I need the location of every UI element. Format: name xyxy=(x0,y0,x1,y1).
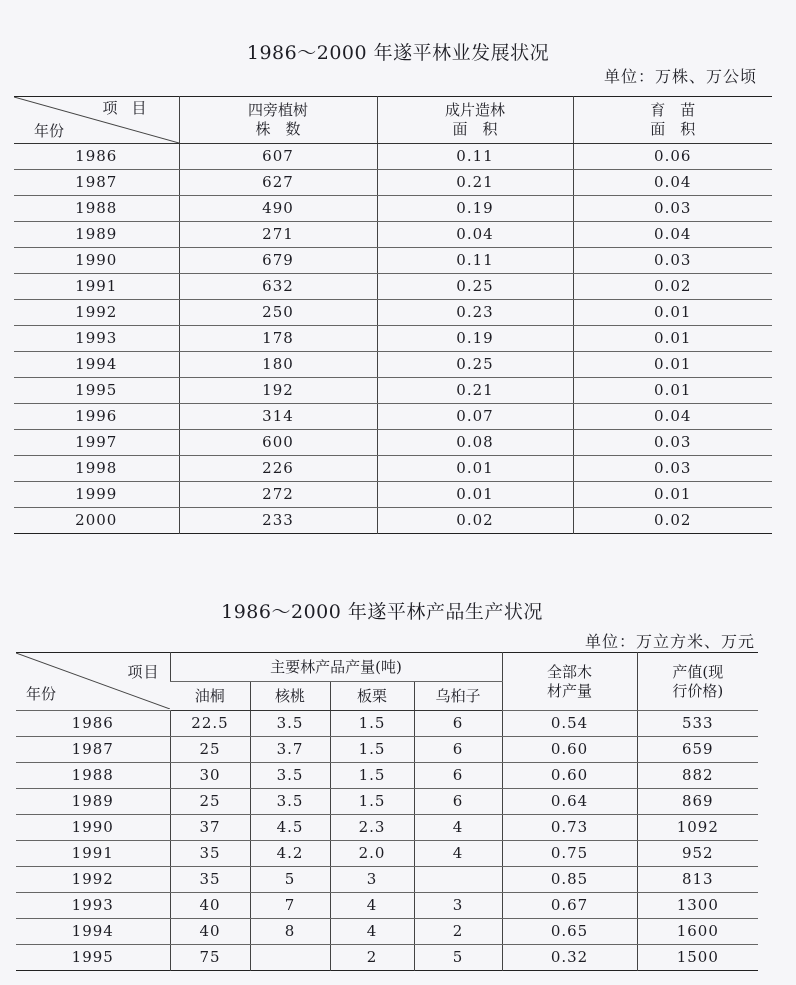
chestnut-cell: 1.5 xyxy=(330,737,414,763)
year-cell: 1991 xyxy=(16,841,170,867)
tallow-seed-cell xyxy=(414,867,502,893)
roadside-trees-cell: 178 xyxy=(179,326,377,352)
tung-oil-cell: 25 xyxy=(170,789,250,815)
table-row xyxy=(14,248,772,274)
chestnut-cell: 2.3 xyxy=(330,815,414,841)
header-walnut: 核桃 xyxy=(250,682,330,711)
table-row xyxy=(14,378,772,404)
roadside-trees-cell: 632 xyxy=(179,274,377,300)
walnut-cell: 3.5 xyxy=(250,711,330,737)
year-cell: 1997 xyxy=(14,430,179,456)
nursery-area-cell: 0.04 xyxy=(573,404,772,430)
afforestation-area-cell: 0.23 xyxy=(377,300,573,326)
year-cell: 1989 xyxy=(16,789,170,815)
walnut-cell: 4.5 xyxy=(250,815,330,841)
chestnut-cell: 4 xyxy=(330,893,414,919)
afforestation-area-cell: 0.19 xyxy=(377,326,573,352)
afforestation-area-cell: 0.01 xyxy=(377,482,573,508)
tung-oil-cell: 75 xyxy=(170,945,250,971)
output-value-cell: 813 xyxy=(637,867,758,893)
table-row xyxy=(14,222,772,248)
year-cell: 1994 xyxy=(14,352,179,378)
header-timber-output: 全部木 材产量 xyxy=(502,653,637,711)
nursery-area-cell: 0.04 xyxy=(573,170,772,196)
year-cell: 1996 xyxy=(14,404,179,430)
corner-year-label: 年份 xyxy=(26,685,57,703)
roadside-trees-cell: 192 xyxy=(179,378,377,404)
afforestation-area-cell: 0.21 xyxy=(377,170,573,196)
chestnut-cell: 3 xyxy=(330,867,414,893)
table2-header-row-1 xyxy=(16,653,758,682)
table-row xyxy=(16,763,758,789)
afforestation-area-cell: 0.02 xyxy=(377,508,573,534)
header-chestnut: 板栗 xyxy=(330,682,414,711)
corner-item-label: 项目 xyxy=(102,99,161,117)
tallow-seed-cell: 6 xyxy=(414,737,502,763)
nursery-area-cell: 0.03 xyxy=(573,196,772,222)
forest-products-table xyxy=(16,652,758,971)
year-cell: 2000 xyxy=(75,511,118,529)
output-value-cell: 869 xyxy=(637,789,758,815)
nursery-area-cell: 0.02 xyxy=(573,508,772,534)
year-cell: 1995 xyxy=(14,378,179,404)
table2-corner-cell xyxy=(16,653,170,711)
timber-output-cell: 0.60 xyxy=(502,763,637,789)
table-row xyxy=(14,144,772,170)
table-row xyxy=(14,274,772,300)
nursery-area-cell: 0.06 xyxy=(573,144,772,170)
timber-output-cell: 0.65 xyxy=(502,919,637,945)
tallow-seed-cell: 4 xyxy=(414,841,502,867)
table-row xyxy=(14,300,772,326)
walnut-cell xyxy=(250,945,330,971)
header-tallow-seed: 乌桕子 xyxy=(414,682,502,711)
roadside-trees-cell: 607 xyxy=(179,144,377,170)
roadside-trees-cell: 271 xyxy=(179,222,377,248)
tallow-seed-cell: 6 xyxy=(414,763,502,789)
tung-oil-cell: 40 xyxy=(170,919,250,945)
tung-oil-cell: 35 xyxy=(170,841,250,867)
nursery-area-cell: 0.03 xyxy=(573,248,772,274)
tallow-seed-cell: 6 xyxy=(414,789,502,815)
nursery-area-cell: 0.01 xyxy=(573,378,772,404)
year-cell: 1993 xyxy=(16,893,170,919)
table-row xyxy=(14,326,772,352)
table1-corner-cell xyxy=(14,97,179,144)
corner-year-label: 年份 xyxy=(34,122,65,140)
timber-output-cell: 0.60 xyxy=(502,737,637,763)
roadside-trees-cell: 314 xyxy=(179,404,377,430)
roadside-trees-cell: 250 xyxy=(179,300,377,326)
year-cell: 1991 xyxy=(14,274,179,300)
output-value-cell: 1092 xyxy=(637,815,758,841)
afforestation-area-cell: 0.01 xyxy=(377,456,573,482)
table2-unit: 单位：万立方米、万元 xyxy=(585,632,756,651)
table-row xyxy=(14,508,772,534)
walnut-cell: 3.7 xyxy=(250,737,330,763)
afforestation-area-cell: 0.19 xyxy=(377,196,573,222)
afforestation-area-cell: 0.11 xyxy=(377,248,573,274)
header-main-products: 主要林产品产量(吨) xyxy=(170,653,502,682)
output-value-cell: 952 xyxy=(637,841,758,867)
roadside-trees-cell: 226 xyxy=(179,456,377,482)
roadside-trees-cell: 600 xyxy=(179,430,377,456)
nursery-area-cell: 0.02 xyxy=(573,274,772,300)
tung-oil-cell: 37 xyxy=(170,815,250,841)
output-value-cell: 1300 xyxy=(637,893,758,919)
table-row xyxy=(16,945,758,971)
timber-output-cell: 0.85 xyxy=(502,867,637,893)
table-row xyxy=(14,404,772,430)
table1-title: 1986～2000 年遂平林业发展状况 xyxy=(246,42,550,64)
table-row xyxy=(16,737,758,763)
output-value-cell: 1600 xyxy=(637,919,758,945)
nursery-area-cell: 0.01 xyxy=(573,300,772,326)
roadside-trees-cell: 490 xyxy=(179,196,377,222)
table-row xyxy=(16,893,758,919)
table-row xyxy=(16,815,758,841)
roadside-trees-cell: 679 xyxy=(179,248,377,274)
year-cell: 1992 xyxy=(16,867,170,893)
header-tung-oil: 油桐 xyxy=(170,682,250,711)
header-nursery-area: 育 苗 面 积 xyxy=(573,97,772,144)
year-cell: 1990 xyxy=(14,248,179,274)
tallow-seed-cell: 2 xyxy=(414,919,502,945)
chestnut-cell: 1.5 xyxy=(330,789,414,815)
year-cell: 1993 xyxy=(14,326,179,352)
nursery-area-cell: 0.01 xyxy=(573,352,772,378)
table-row xyxy=(14,430,772,456)
chestnut-cell: 1.5 xyxy=(330,763,414,789)
tallow-seed-cell: 3 xyxy=(414,893,502,919)
output-value-cell: 533 xyxy=(637,711,758,737)
afforestation-area-cell: 0.08 xyxy=(377,430,573,456)
nursery-area-cell: 0.01 xyxy=(573,326,772,352)
walnut-cell: 8 xyxy=(250,919,330,945)
chestnut-cell: 2.0 xyxy=(330,841,414,867)
nursery-area-cell: 0.01 xyxy=(573,482,772,508)
table2-title: 1986～2000 年遂平林产品生产状况 xyxy=(221,601,543,623)
tallow-seed-cell: 6 xyxy=(414,711,502,737)
year-cell: 1998 xyxy=(14,456,179,482)
year-cell: 1986 xyxy=(14,144,179,170)
tung-oil-cell: 40 xyxy=(170,893,250,919)
walnut-cell: 3.5 xyxy=(250,789,330,815)
tung-oil-cell: 35 xyxy=(170,867,250,893)
table-row xyxy=(16,867,758,893)
tung-oil-cell: 22.5 xyxy=(170,711,250,737)
forestry-development-table xyxy=(14,96,772,534)
table-row xyxy=(16,841,758,867)
nursery-area-cell: 0.03 xyxy=(573,456,772,482)
roadside-trees-cell: 627 xyxy=(179,170,377,196)
year-cell: 1999 xyxy=(14,482,179,508)
table1-header-row xyxy=(14,97,772,144)
afforestation-area-cell: 0.07 xyxy=(377,404,573,430)
walnut-cell: 5 xyxy=(250,867,330,893)
afforestation-area-cell: 0.25 xyxy=(377,274,573,300)
tallow-seed-cell: 5 xyxy=(414,945,502,971)
year-cell: 1995 xyxy=(71,948,114,966)
tung-oil-cell: 25 xyxy=(170,737,250,763)
table1-unit: 单位：万株、万公顷 xyxy=(604,67,758,86)
timber-output-cell: 0.54 xyxy=(502,711,637,737)
header-afforestation-area: 成片造林 面 积 xyxy=(377,97,573,144)
timber-output-cell: 0.67 xyxy=(502,893,637,919)
header-output-value: 产值(现 行价格) xyxy=(637,653,758,711)
output-value-cell: 1500 xyxy=(637,945,758,971)
year-cell: 1986 xyxy=(16,711,170,737)
chestnut-cell: 1.5 xyxy=(330,711,414,737)
walnut-cell: 3.5 xyxy=(250,763,330,789)
timber-output-cell: 0.73 xyxy=(502,815,637,841)
table-row xyxy=(16,711,758,737)
year-cell: 1987 xyxy=(16,737,170,763)
output-value-cell: 659 xyxy=(637,737,758,763)
tung-oil-cell: 30 xyxy=(170,763,250,789)
nursery-area-cell: 0.04 xyxy=(573,222,772,248)
roadside-trees-cell: 233 xyxy=(179,508,377,534)
nursery-area-cell: 0.03 xyxy=(573,430,772,456)
table-row xyxy=(14,352,772,378)
afforestation-area-cell: 0.04 xyxy=(377,222,573,248)
roadside-trees-cell: 180 xyxy=(179,352,377,378)
timber-output-cell: 0.32 xyxy=(502,945,637,971)
table-row xyxy=(16,789,758,815)
table-row xyxy=(14,196,772,222)
afforestation-area-cell: 0.25 xyxy=(377,352,573,378)
walnut-cell: 4.2 xyxy=(250,841,330,867)
output-value-cell: 882 xyxy=(637,763,758,789)
header-roadside-trees: 四旁植树 株 数 xyxy=(179,97,377,144)
year-cell: 1992 xyxy=(14,300,179,326)
afforestation-area-cell: 0.21 xyxy=(377,378,573,404)
timber-output-cell: 0.75 xyxy=(502,841,637,867)
year-cell: 1988 xyxy=(16,763,170,789)
timber-output-cell: 0.64 xyxy=(502,789,637,815)
year-cell: 1987 xyxy=(14,170,179,196)
tallow-seed-cell: 4 xyxy=(414,815,502,841)
table-row xyxy=(14,482,772,508)
roadside-trees-cell: 272 xyxy=(179,482,377,508)
chestnut-cell: 4 xyxy=(330,919,414,945)
table-row xyxy=(16,919,758,945)
afforestation-area-cell: 0.11 xyxy=(377,144,573,170)
walnut-cell: 7 xyxy=(250,893,330,919)
year-cell: 1988 xyxy=(14,196,179,222)
chestnut-cell: 2 xyxy=(330,945,414,971)
table-row xyxy=(14,456,772,482)
year-cell: 1990 xyxy=(16,815,170,841)
corner-item-label: 项目 xyxy=(127,663,160,681)
year-cell: 1989 xyxy=(14,222,179,248)
table-row xyxy=(14,170,772,196)
year-cell: 1994 xyxy=(16,919,170,945)
